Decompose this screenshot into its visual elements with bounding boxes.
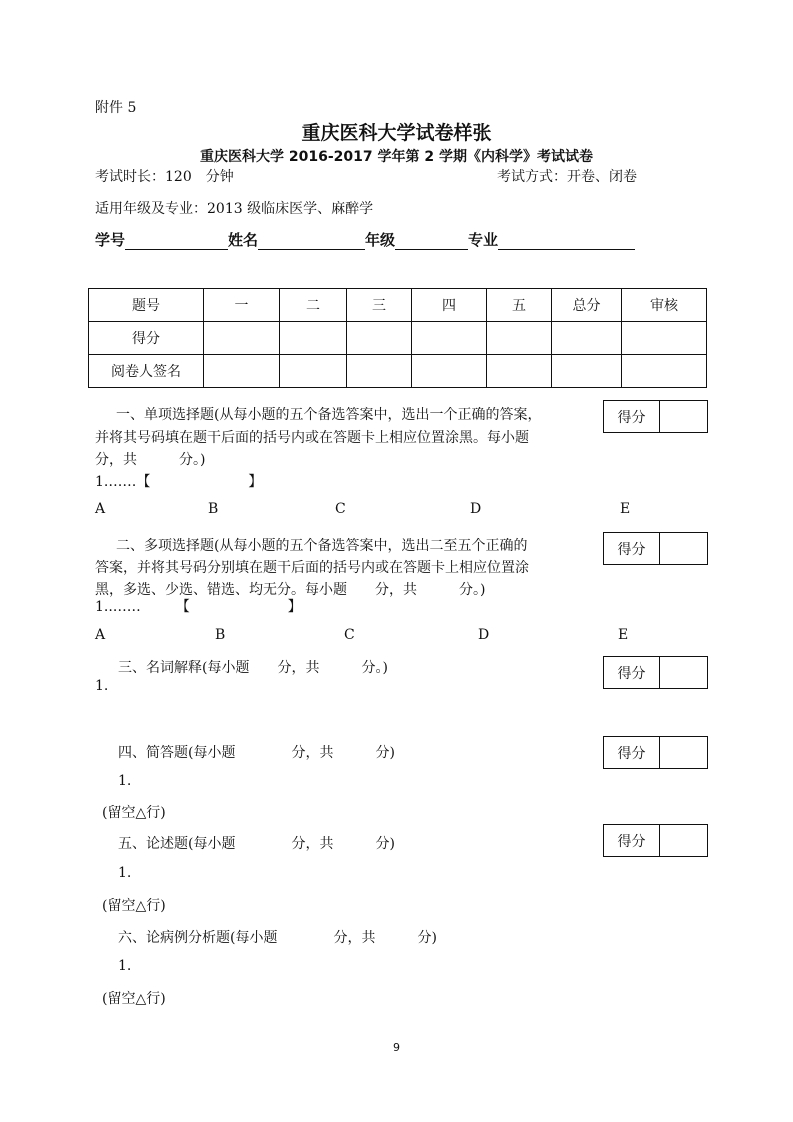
student-info-line [95, 229, 635, 250]
score-cell[interactable] [204, 322, 280, 355]
grade-label: 年级 [365, 231, 396, 249]
score-box-value[interactable] [660, 401, 707, 432]
section-3-question: 1. [95, 678, 109, 694]
section-6-note: (留空△行) [102, 991, 166, 1007]
grade-major: 适用年级及专业：2013 级临床医学、麻醉学 [95, 201, 374, 217]
score-cell[interactable] [487, 322, 552, 355]
major-label: 专业 [468, 231, 499, 249]
score-cell[interactable] [552, 322, 622, 355]
score-cell[interactable] [280, 322, 347, 355]
option-e: E [618, 627, 629, 643]
score-box-value[interactable] [660, 825, 707, 856]
section-6-heading: 六、论病例分析题(每小题 分，共 分) [118, 930, 437, 946]
option-e: E [620, 501, 631, 517]
signature-cell[interactable] [204, 355, 280, 388]
exam-method: 考试方式：开卷、闭卷 [497, 169, 637, 185]
section-1-line1: 一、单项选择题(从每小题的五个备选答案中，选出一个正确的答案， [116, 407, 542, 423]
section-5-question: 1. [118, 865, 132, 881]
signature-cell[interactable] [412, 355, 487, 388]
score-box-label: 得分 [604, 825, 660, 856]
attachment-label: 附件 5 [95, 100, 137, 116]
signature-cell[interactable] [552, 355, 622, 388]
name-label: 姓名 [228, 231, 259, 249]
option-c: C [335, 501, 346, 517]
row-label-signature: 阅卷人签名 [89, 355, 204, 388]
student-id-field[interactable] [125, 234, 228, 250]
table-row [89, 355, 707, 388]
option-d: D [478, 627, 490, 643]
name-field[interactable] [258, 234, 365, 250]
score-box-label: 得分 [604, 401, 660, 432]
score-cell[interactable] [347, 322, 412, 355]
student-id-label: 学号 [95, 231, 126, 249]
table-row [89, 289, 707, 322]
score-table [88, 288, 707, 388]
header-cell: 题号 [89, 289, 204, 322]
major-field[interactable] [498, 234, 635, 250]
section-6-question: 1. [118, 958, 132, 974]
section-1-line3: 分，共 分。) [95, 452, 206, 468]
table-row [89, 322, 707, 355]
signature-cell[interactable] [622, 355, 707, 388]
header-cell: 审核 [622, 289, 707, 322]
score-cell[interactable] [412, 322, 487, 355]
section-2-line3: 黑，多选、少选、错选、均无分。每小题 分，共 分。) [95, 582, 486, 598]
signature-cell[interactable] [347, 355, 412, 388]
score-box-value[interactable] [660, 737, 707, 768]
section-5-note: (留空△行) [102, 898, 166, 914]
header-cell: 一 [204, 289, 280, 322]
option-c: C [344, 627, 355, 643]
page-title: 重庆医科大学试卷样张 [301, 122, 492, 144]
section-1-line2: 并将其号码填在题干后面的括号内或在答题卡上相应位置涂黑。每小题 [95, 430, 529, 446]
section-5-heading: 五、论述题(每小题 分，共 分) [118, 836, 395, 852]
score-box-value[interactable] [660, 533, 707, 564]
section-1-question: 1.……【 】 [95, 474, 263, 490]
page-number: 9 [393, 1041, 400, 1054]
signature-cell[interactable] [280, 355, 347, 388]
header-cell: 四 [412, 289, 487, 322]
option-b: B [208, 501, 219, 517]
section-3-score-box [603, 656, 708, 689]
score-box-label: 得分 [604, 533, 660, 564]
section-4-question: 1. [118, 773, 132, 789]
header-cell: 三 [347, 289, 412, 322]
exam-subtitle: 重庆医科大学 2016-2017 学年第 2 学期《内科学》考试试卷 [200, 149, 593, 165]
header-cell: 总分 [552, 289, 622, 322]
section-2-line1: 二、多项选择题(从每小题的五个备选答案中，选出二至五个正确的 [116, 538, 528, 554]
section-3-heading: 三、名词解释(每小题 分，共 分。) [118, 660, 388, 676]
score-box-label: 得分 [604, 737, 660, 768]
signature-cell[interactable] [487, 355, 552, 388]
header-cell: 五 [487, 289, 552, 322]
exam-duration: 考试时长：120 分钟 [95, 169, 234, 185]
score-cell[interactable] [622, 322, 707, 355]
grade-field[interactable] [395, 234, 468, 250]
section-2-line2: 答案，并将其号码分别填在题干后面的括号内或在答题卡上相应位置涂 [95, 560, 529, 576]
section-4-note: (留空△行) [102, 805, 166, 821]
score-box-value[interactable] [660, 657, 707, 688]
row-label-score: 得分 [89, 322, 204, 355]
option-d: D [470, 501, 482, 517]
score-box-label: 得分 [604, 657, 660, 688]
section-4-heading: 四、简答题(每小题 分，共 分) [118, 745, 395, 761]
header-cell: 二 [280, 289, 347, 322]
section-2-score-box [603, 532, 708, 565]
section-2-question: 1..…… 【 】 [95, 599, 302, 615]
section-5-score-box [603, 824, 708, 857]
option-a: A [95, 501, 106, 517]
option-b: B [215, 627, 226, 643]
section-4-score-box [603, 736, 708, 769]
option-a: A [95, 627, 106, 643]
section-1-score-box [603, 400, 708, 433]
